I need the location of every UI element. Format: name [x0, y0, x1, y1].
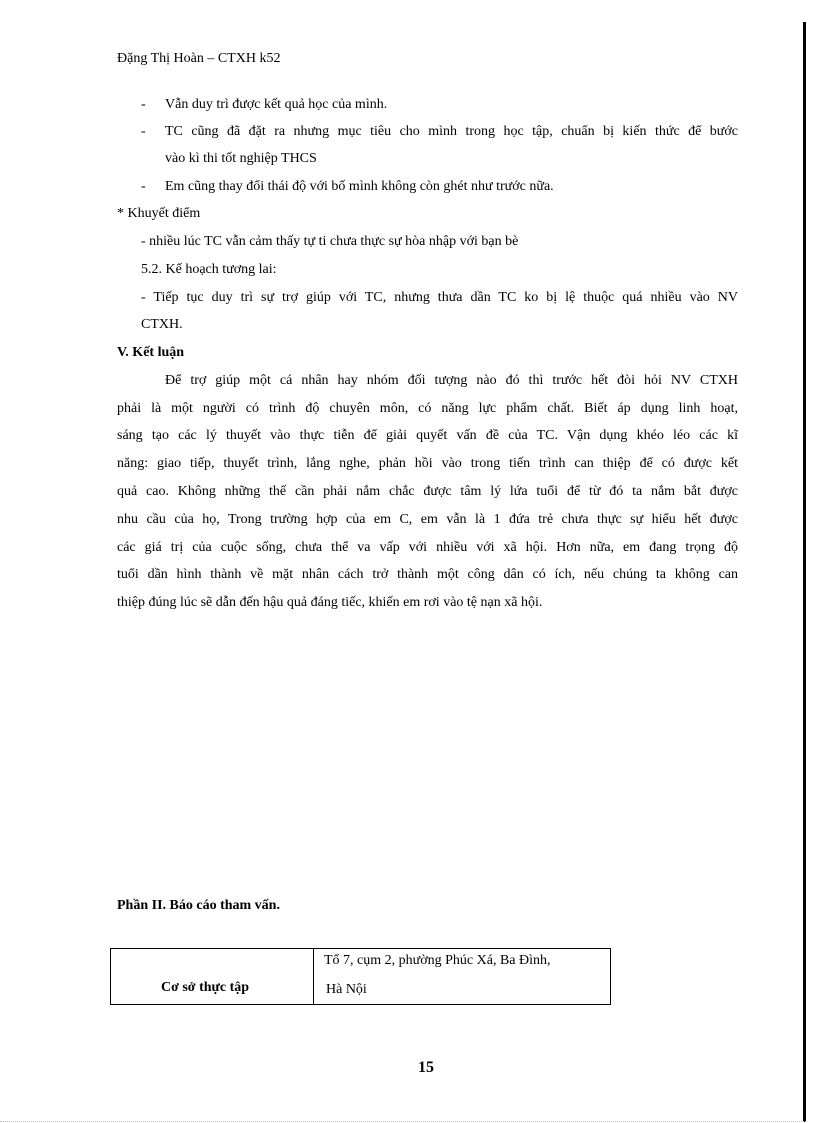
table-label-cell — [111, 949, 314, 1005]
bullet-text: TC cũng đã đặt ra nhưng mục tiêu cho mình trong học tập, chuẩn bị kiến thức để bước — [165, 124, 738, 139]
internship-place-label: Cơ sở thực tập — [161, 980, 250, 995]
weakness-heading: * Khuyết điểm — [117, 206, 201, 221]
conclusion-line: năng: giao tiếp, thuyết trình, lắng nghe, phản hồi vào trong tiến trình can thiệp để có được kết — [117, 456, 738, 471]
bullet-text-continued: vào kì thi tốt nghiệp THCS — [165, 151, 317, 166]
page-number: 15 — [418, 1059, 434, 1076]
future-plan-heading: 5.2. Kế hoạch tương lai: — [141, 262, 277, 277]
internship-info-table — [110, 948, 611, 1005]
internship-address-line: Hà Nội — [326, 982, 367, 997]
page-header: Đặng Thị Hoàn – CTXH k52 — [117, 51, 281, 66]
weakness-item: - nhiều lúc TC vẫn cảm thấy tự ti chưa thực sự hòa nhập với bạn bè — [141, 234, 519, 249]
conclusion-line: Để trợ giúp một cá nhân hay nhóm đối tượng nào đó thì trước hết đòi hỏi NV CTXH — [165, 373, 738, 388]
future-plan-text: - Tiếp tục duy trì sự trợ giúp với TC, nhưng thưa dần TC ko bị lệ thuộc quá nhiều vào NV — [141, 290, 738, 305]
page-border-right — [803, 22, 806, 1122]
part2-heading: Phần II. Báo cáo tham vấn. — [117, 898, 280, 913]
bullet-text: Em cũng thay đổi thái độ với bố mình không còn ghét như trước nữa. — [165, 179, 554, 194]
internship-address-line: Tổ 7, cụm 2, phường Phúc Xá, Ba Đình, — [324, 953, 551, 968]
conclusion-line: quả cao. Không những thế cần phải nắm chắc được tâm lý lứa tuổi để từ đó ta nắm bắt được — [117, 484, 738, 499]
conclusion-line: các giá trị của cuộc sống, chưa thể va vấp với nhiều với xã hội. Hơn nữa, em đang trọng độ — [117, 540, 738, 555]
bullet-dash: - — [141, 179, 146, 194]
bullet-dash: - — [141, 124, 146, 139]
table-value-cell — [314, 949, 611, 1005]
conclusion-line: tuổi dần hình thành về mặt nhân cách trở thành một công dân có ích, nếu chúng ta không can — [117, 567, 738, 582]
conclusion-line: nhu cầu của họ, Trong trường hợp của em C, em vẫn là 1 đứa trẻ chưa thực sự hiểu hết được — [117, 512, 738, 527]
future-plan-text-continued: CTXH. — [141, 317, 183, 332]
bullet-text: Vẫn duy trì được kết quả học của mình. — [165, 97, 388, 112]
conclusion-heading: V. Kết luận — [117, 345, 185, 360]
conclusion-line: phải là một người có trình độ chuyên môn, có năng lực phẩm chất. Biết áp dụng linh hoạt, — [117, 401, 738, 416]
bullet-dash: - — [141, 97, 146, 112]
conclusion-line-last: thiệp đúng lúc sẽ dẫn đến hậu quả đáng tiếc, khiến em rơi vào tệ nạn xã hội. — [117, 595, 543, 610]
conclusion-line: sáng tạo các lý thuyết vào thực tiễn để giải quyết vấn đề của TC. Vận dụng khéo léo các kĩ — [117, 428, 738, 443]
